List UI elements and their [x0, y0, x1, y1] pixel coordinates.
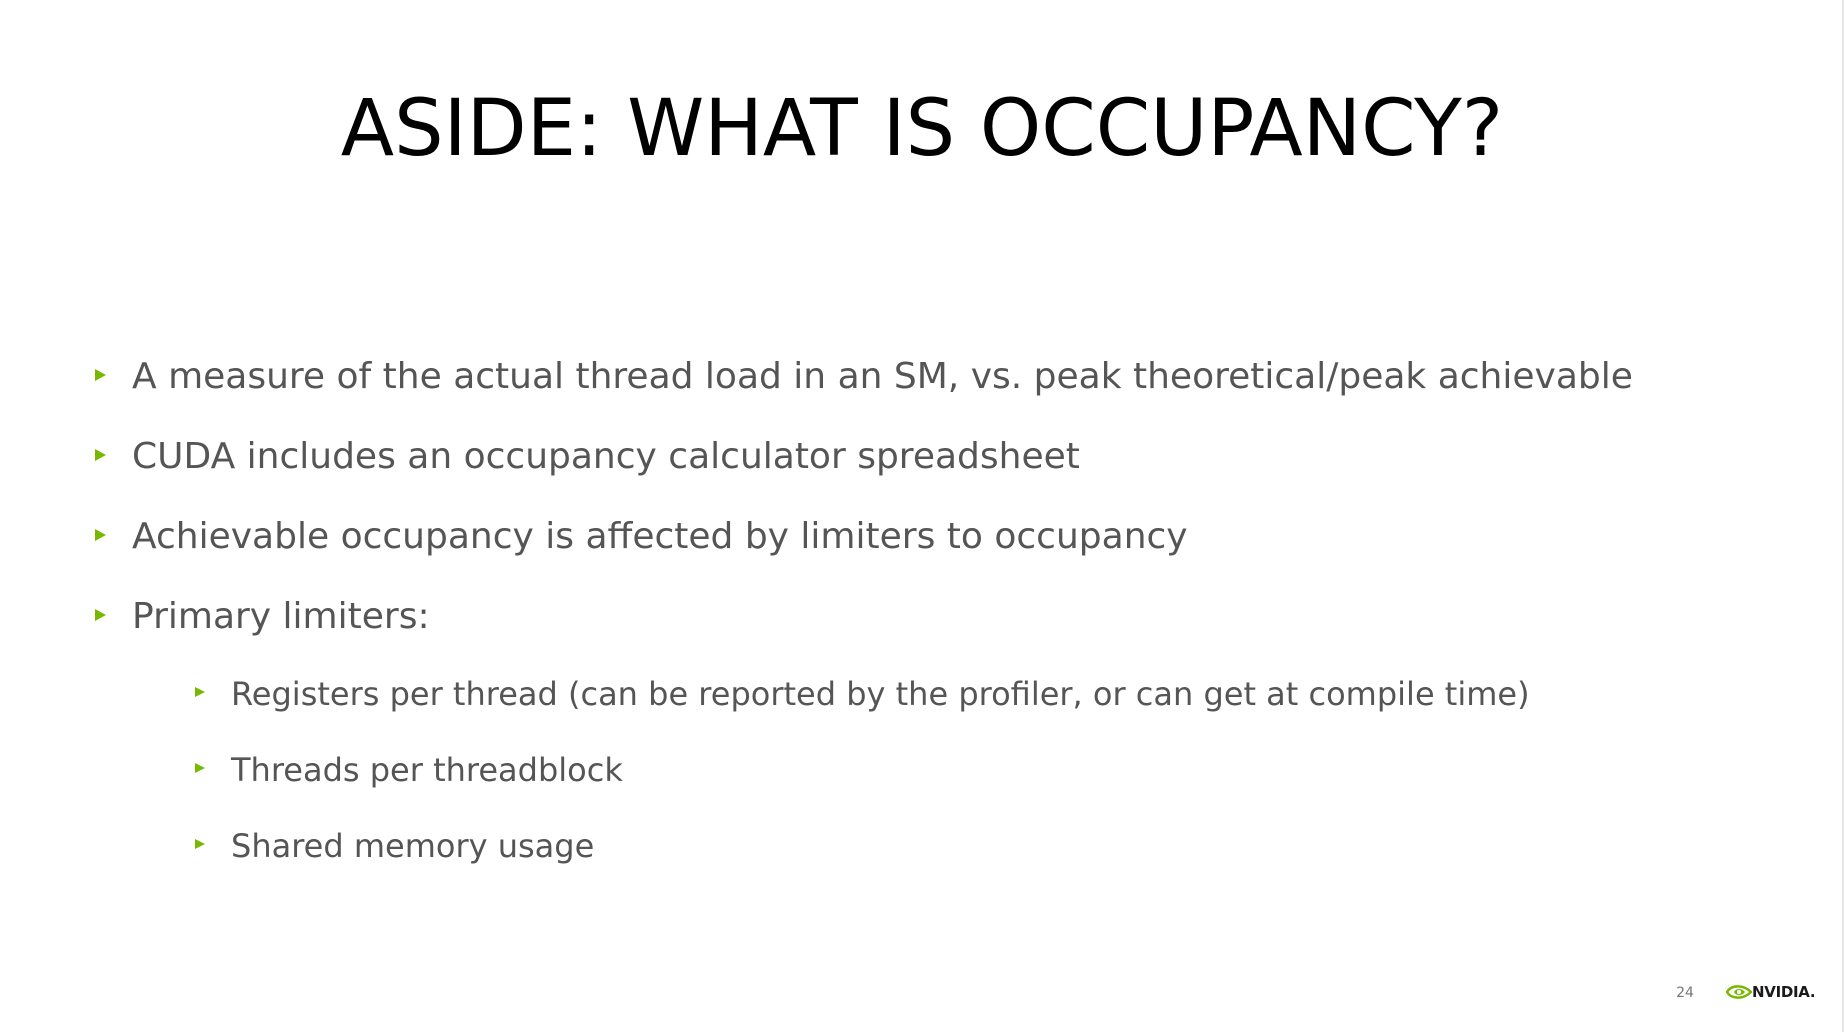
sub-bullet-text: Registers per thread (can be reported by the profiler, or can get at compile time)	[231, 675, 1530, 713]
bullet-arrow-icon	[95, 529, 106, 541]
bullet-arrow-icon	[195, 687, 205, 697]
nvidia-eye-icon	[1726, 983, 1752, 1001]
sub-bullet-text: Threads per threadblock	[231, 751, 623, 789]
nvidia-wordmark: NVIDIA.	[1752, 983, 1816, 1001]
bullet-arrow-icon	[95, 609, 106, 621]
bullet-text: A measure of the actual thread load in an SM, vs. peak theoretical/peak achievable	[132, 356, 1633, 397]
bullet-text: Primary limiters:	[132, 596, 430, 637]
bullet-arrow-icon	[95, 369, 106, 381]
sub-bullet-text: Shared memory usage	[231, 827, 595, 865]
slide-title: ASIDE: WHAT IS OCCUPANCY?	[340, 84, 1504, 174]
bullet-arrow-icon	[195, 763, 205, 773]
bullet-text: CUDA includes an occupancy calculator spreadsheet	[132, 436, 1080, 477]
nvidia-logo	[1726, 981, 1816, 1005]
bullet-arrow-icon	[95, 449, 106, 461]
page-number: 24	[1676, 985, 1694, 1001]
bullet-text: Achievable occupancy is affected by limiters to occupancy	[132, 516, 1188, 557]
bullet-arrow-icon	[195, 839, 205, 849]
